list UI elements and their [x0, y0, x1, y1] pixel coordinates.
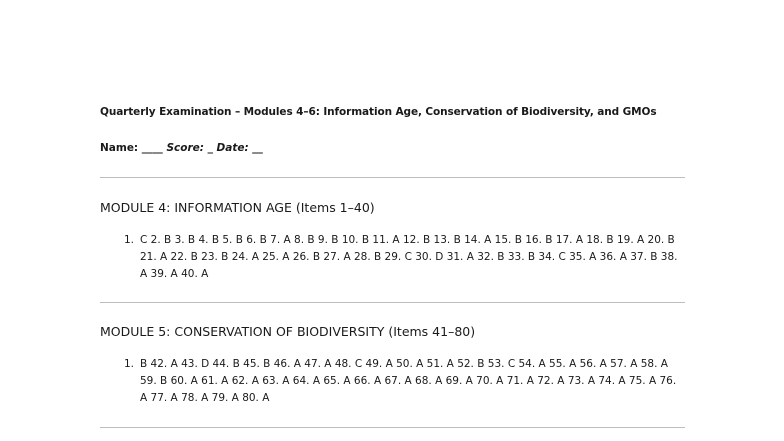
item-number: 1.	[124, 234, 135, 246]
item-number: 1.	[124, 358, 135, 370]
document-title: Quarterly Examination – Modules 4–6: Information Age, Conservation of Biodiversity, and GMOs	[100, 106, 657, 118]
module-5-answers-text: B 42. A 43. D 44. B 45. B 46. A 47. A 48. C 49. A 50. A 51. A 52. B 53. C 54. A 55. A 56. A 57. A 58. A 59. B 60. A 61. A 62. A 63. A 64. A 65. A 66. A 67. A 68. A 69. A 70. A 71. A 72. A 73. A 74. A 75. A 76. A 77. A 78. A 79. A 80. A	[140, 358, 677, 404]
module-4-answer-list	[124, 232, 684, 283]
section-divider	[100, 427, 685, 428]
score-field-label: Score: _	[166, 142, 213, 154]
module-4-answer-item	[124, 232, 684, 283]
module-5-answer-list	[124, 356, 684, 407]
student-info-line	[100, 142, 263, 154]
date-field-label: Date: __	[216, 142, 263, 154]
module-5-heading: MODULE 5: CONSERVATION OF BIODIVERSITY (Items 41–80)	[100, 324, 476, 339]
module-5-answer-item	[124, 356, 684, 407]
module-4-answers-text: C 2. B 3. B 4. B 5. B 6. B 7. A 8. B 9. B 10. B 11. A 12. B 13. B 14. A 15. B 16. B 17. A 18. B 19. A 20. B 21. A 22. B 23. B 24. A 25. A 26. B 27. A 28. B 29. C 30. D 31. A 32. B 33. B 34. C 35. A 36. A 37. B 38. A 39. A 40. A	[140, 234, 678, 280]
section-divider	[100, 177, 685, 178]
module-4-heading: MODULE 4: INFORMATION AGE (Items 1–40)	[100, 200, 375, 215]
name-field-label: Name: ____	[100, 142, 163, 154]
section-divider	[100, 302, 685, 303]
